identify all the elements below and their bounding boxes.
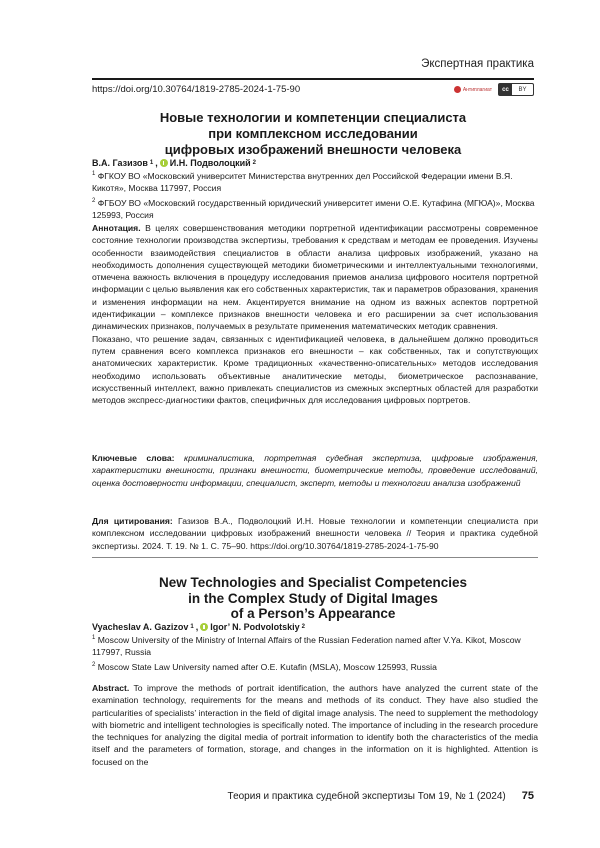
- affiliation-ru-2-text: ФГБОУ ВО «Московский государственный юридический университет имени О.Е. Кутафина (МГЮА)», Москва 125993, Россия: [92, 197, 535, 220]
- title-ru-line-2: при комплексном исследовании: [208, 126, 418, 141]
- affiliation-en-2-sup: 2: [92, 661, 96, 668]
- cc-by-badge[interactable]: [498, 83, 534, 96]
- title-en-line-1: New Technologies and Specialist Competencies: [158, 575, 468, 590]
- abstract-ru-label: Аннотация.: [92, 223, 141, 233]
- authors-ru: В.А. Газизов 1 , И.Н. Подволоцкий 2: [92, 158, 257, 168]
- affiliation-en-1-sup: 1: [92, 635, 96, 642]
- title-en-line-3: of a Person’s Appearance: [230, 606, 396, 621]
- citation-block: [92, 515, 538, 552]
- title-ru-line-3: цифровых изображений внешности человека: [164, 142, 462, 157]
- section-label: Экспертная практика: [421, 58, 534, 70]
- author-ru-separator: ,: [155, 158, 158, 168]
- affiliation-en-1-text: Moscow University of the Ministry of Internal Affairs of the Russian Federation named after V.Ya. Kikot, Moscow 117997, Russia: [92, 635, 521, 658]
- cc-icon: cc: [499, 84, 512, 95]
- title-en: [92, 575, 534, 622]
- keywords-ru-label: Ключевые слова:: [92, 453, 175, 463]
- orcid-icon-en[interactable]: [200, 623, 208, 631]
- abstract-en-text: To improve the methods of portrait identification, the authors have analyzed the current state of the examination technology, requirements for the means and methods of its conduct. They have also studied the particularities of specialists’ interaction in the field of digital image analysis. The need to supplement the methodology with biometric and intelligent technologies is specifically noted. The importance of including in the research procedure the techniques for analyzing the digital media of portrait information to identify both the characteristics of the media itself and the parameters of formation, storage, and changes in the information on it is highlighted. Attention is focused on the: [92, 683, 538, 767]
- abstract-ru-p1: [92, 222, 538, 333]
- header-rule: [92, 78, 534, 80]
- abstract-ru: [92, 222, 538, 406]
- antiplagiat-icon: [454, 86, 461, 93]
- citation-label: Для цитирования:: [92, 516, 173, 526]
- page-number: 75: [521, 790, 534, 802]
- page-footer: [228, 790, 534, 802]
- abstract-en-para: [92, 682, 538, 768]
- journal-name: Теория и практика судебной экспертизы Том 19, № 1 (2024): [227, 791, 506, 802]
- affiliation-en-1: [92, 634, 538, 659]
- affiliations-en: [92, 634, 538, 673]
- antiplagiat-label: Антиплагиат: [462, 86, 492, 93]
- affiliation-en-2-text: Moscow State Law University named after O.E. Kutafin (MSLA), Moscow 125993, Russia: [97, 661, 437, 672]
- abstract-ru-p2: [92, 333, 538, 407]
- license-badges: [454, 83, 534, 96]
- citation-para: [92, 515, 538, 552]
- affiliation-en-2: [92, 661, 538, 673]
- title-ru-line-1: Новые технологии и компетенции специалиста: [159, 110, 467, 125]
- cc-label: BY: [518, 86, 527, 93]
- affiliation-ru-2-sup: 2: [92, 197, 96, 204]
- abstract-en-label: Abstract.: [92, 683, 130, 693]
- doi-link[interactable]: https://doi.org/10.30764/1819-2785-2024-1-75-90: [92, 84, 301, 95]
- affiliation-ru-1: [92, 170, 538, 195]
- author-en-2: Igor’ N. Podvolotskiy: [210, 622, 300, 632]
- orcid-icon[interactable]: [160, 159, 168, 167]
- keywords-ru-para: [92, 452, 538, 489]
- title-en-line-2: in the Complex Study of Digital Images: [188, 590, 438, 606]
- affiliation-ru-1-sup: 1: [92, 171, 96, 178]
- author-ru-1: В.А. Газизов: [92, 158, 148, 168]
- abstract-ru-text-2: Показано, что решение задач, связанных с идентификацией человека, в дальнейшем должно проводиться путем сравнения всего комплекса признаков его внешности – как собственных, так и сопутствующих анатомических характеристик. Кроме традиционных «качественно-описательных» методов исследования необходимо использовать объективные аналитические методы, биометрическое распознавание, искусственный интеллект, важно привлекать специалистов из смежных экспертных областей для разработки методов экспресс-диагностики фактов, специфичных для исследования цифровых портретов.: [92, 333, 538, 406]
- antiplagiat-badge: [454, 86, 492, 93]
- keywords-ru-text: криминалистика, портретная судебная экспертиза, цифровые изображения, характеристики внешности, признаки внешности, биометрические методы, проведение исследований, оценка достоверности информации, специалист, эксперт, методы и технологии анализа изображений: [92, 453, 538, 488]
- author-en-separator: ,: [195, 622, 199, 632]
- abstract-ru-text-1: В целях совершенствования методики портретной идентификации рассмотрены современное состояние технологии производства экспертизы, требования к средствам и методам ее проведения. Изучены особенности взаимодействия специалистов в области анализа цифровых изображений, указано на необходимость дополнения существующей методики биометрическими и интеллектуальными технологиями, отмечена важность включения в процедуру исследования приемов анализа цифрового носителя портретной информации с целью выявления как его собственных характеристик, так и параметров образования, хранения и изменения информации на нем. Акцентируется внимание на одном из важных аспектов портретной идентификации – комплексе признаков внешности человека и его расширении за счет использования динамических признаков, получаемых в результате применения математических методик сравнения.: [92, 223, 538, 332]
- abstract-en: [92, 682, 538, 768]
- title-ru: [92, 110, 534, 158]
- author-ru-2: И.Н. Подволоцкий: [169, 158, 251, 168]
- affiliations-ru: [92, 170, 538, 221]
- author-en-1: Vyacheslav A. Gazizov: [92, 622, 189, 632]
- affiliation-ru-2: [92, 197, 538, 222]
- authors-en: Vyacheslav A. Gazizov 1 , Igor’ N. Podvolotskiy 2: [92, 622, 305, 632]
- citation-text: Газизов В.А., Подволоцкий И.Н. Новые технологии и компетенции специалиста при комплексном исследовании цифровых изображений внешности человека // Теория и практика судебной экспертизы. 2024. Т. 19. № 1. С. 75–90. https://doi.org/10.30764/1819-2785-2024-1-75-90: [92, 516, 539, 551]
- affiliation-ru-1-text: ФГКОУ ВО «Московский университет Министерства внутренних дел Российской Федерации имени В.Я. Кикотя», Москва 117997, Россия: [92, 171, 513, 194]
- keywords-ru: [92, 452, 538, 489]
- section-divider: [92, 557, 538, 558]
